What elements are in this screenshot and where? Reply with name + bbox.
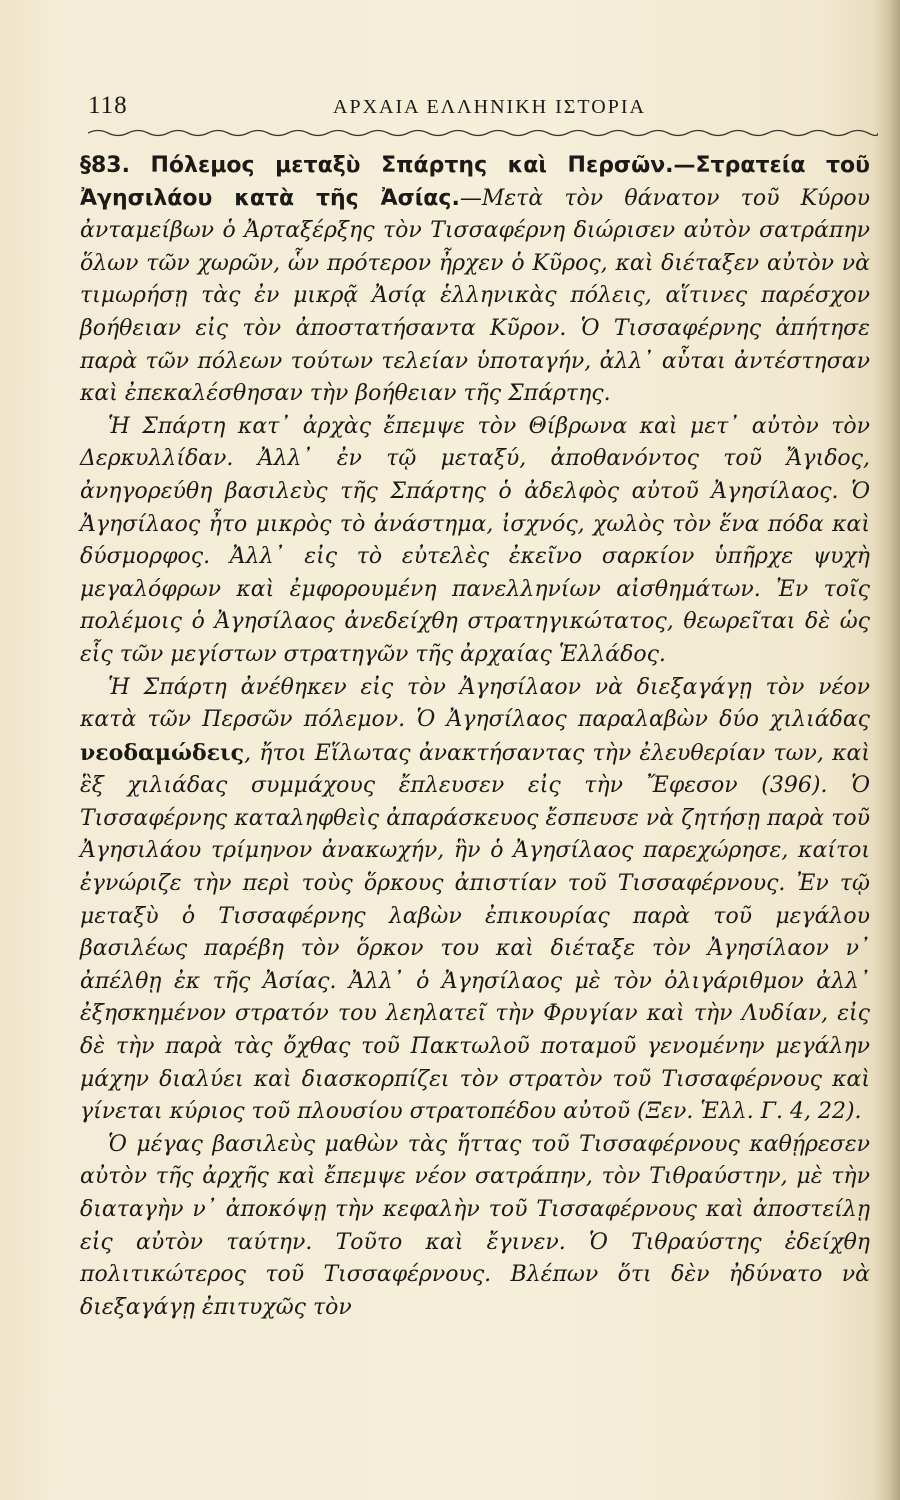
paragraph-3-text-b: , ἤτοι Εἵλωτας ἀνακτήσαντας τὴν ἐλευθερίαν των, καὶ ἓξ χιλιάδας συμμάχους ἔπλευσεν εἰς τὴν Ἔφεσον (396). Ὁ Τισσαφέρνης καταληφθεὶς ἀπαράσκευος ἔσπευσε νὰ ζητήσῃ παρὰ τοῦ Ἀγησιλάου τρίμηνον ἀνακωχήν, ἣν ὁ Ἀγησίλαος παρεχώρησε, καίτοι ἐγνώριζε τὴν περὶ τοὺς ὅρκους ἀπιστίαν τοῦ Τισσαφέρνους. Ἐν τῷ μεταξὺ ὁ Τισσαφέρνης λαβὼν ἐπικουρίας παρὰ τοῦ μεγάλου βασιλέως παρέβη τὸν ὅρκον του καὶ διέταξε τὸν Ἀγησίλαον ν᾽ ἀπέλθῃ ἐκ τῆς Ἀσίας. Ἀλλ᾽ ὁ Ἀγησίλαος μὲ τὸν ὀλιγάριθμον ἀλλ᾽ ἐξησκημένον στρατόν του λεηλατεῖ τὴν Φρυγίαν καὶ τὴν Λυδίαν, εἰς δὲ τὴν παρὰ τὰς ὄχθας τοῦ Πακτωλοῦ ποταμοῦ γενομένην μεγάλην μάχην διαλύει καὶ διασκορπίζει τὸν στρατὸν τοῦ Τισσαφέρνους καὶ γίνεται κύριος τοῦ πλουσίου στρατοπέδου αὐτοῦ (Ξεν. Ἑλλ. Γ. 4, 22). — [80, 740, 870, 1125]
page-header — [88, 92, 878, 126]
section-heading: §83. Πόλεμος μεταξὺ Σπάρτης καὶ Περσῶν.—Στρατεία τοῦ Ἀγησιλάου κατὰ τῆς Ἀσίας. — [80, 153, 870, 211]
bold-term: νεοδαμώδεις — [80, 739, 245, 766]
paragraph-1-text: —Μετὰ τὸν θάνατον τοῦ Κύρου ἀνταμείβων ὁ Ἀρταξέρξης τὸν Τισσαφέρνη διώρισεν αὐτὸν σατράπην ὅλων τῶν χωρῶν, ὧν πρότερον ἦρχεν ὁ Κῦρος, καὶ διέταξεν αὐτὸν νὰ τιμωρήσῃ τὰς ἐν μικρᾷ Ἀσίᾳ ἑλληνικὰς πόλεις, αἵτινες παρέσχον βοήθειαν εἰς τὸν ἀποστατήσαντα Κῦρον. Ὁ Τισσαφέρνης ἀπήτησε παρὰ τῶν πόλεων τούτων τελείαν ὑποταγήν, ἀλλ᾽ αὗται ἀντέστησαν καὶ ἐπεκαλέσθησαν τὴν βοήθειαν τῆς Σπάρτης. — [80, 185, 870, 407]
paragraph-3-text-a: Ἡ Σπάρτη ἀνέθηκεν εἰς τὸν Ἀγησίλαον νὰ διεξαγάγῃ τὸν νέον κατὰ τῶν Περσῶν πόλεμον. Ὁ Ἀγησίλαος παραλαβὼν δύο χιλιάδας — [80, 674, 870, 733]
paragraph-4: Ὁ μέγας βασιλεὺς μαθὼν τὰς ἥττας τοῦ Τισσαφέρνους καθῄρεσεν αὐτὸν τῆς ἀρχῆς καὶ ἔπεμψε νέον σατράπην, τὸν Τιθραύστην, μὲ τὴν διαταγὴν ν᾽ ἀποκόψῃ τὴν κεφαλὴν τοῦ Τισσαφέρνους καὶ ἀποστείλῃ εἰς αὐτὸν ταύτην. Τοῦτο καὶ ἔγινεν. Ὁ Τιθραύστης ἐδείχθη πολιτικώτερος τοῦ Τισσαφέρνους. Βλέπων ὅτι δὲν ἠδύνατο νὰ διεξαγάγῃ ἐπιτυχῶς τὸν — [80, 1131, 870, 1320]
paragraph-3 — [80, 672, 870, 1129]
page-edge-shadow — [874, 0, 900, 1500]
running-title: ΑΡΧΑΙΑ ΕΛΛΗΝΙΚΗ ΙΣΤΟΡΙΑ — [333, 96, 646, 118]
main-text — [80, 150, 870, 1324]
page-number: 118 — [88, 92, 128, 119]
wavy-rule-ornament — [88, 128, 878, 138]
paragraph-1 — [80, 150, 870, 411]
paragraph-2: Ἡ Σπάρτη κατ᾽ ἀρχὰς ἔπεμψε τὸν Θίβρωνα καὶ μετ᾽ αὐτὸν τὸν Δερκυλλίδαν. Ἀλλ᾽ ἐν τῷ μεταξύ, ἀποθανόντος τοῦ Ἄγιδος, ἀνηγορεύθη βασιλεὺς τῆς Σπάρτης ὁ ἀδελφὸς αὐτοῦ Ἀγησίλαος. Ὁ Ἀγησίλαος ἦτο μικρὸς τὸ ἀνάστημα, ἰσχνός, χωλὸς τὸν ἕνα πόδα καὶ δύσμορφος. Ἀλλ᾽ εἰς τὸ εὐτελὲς ἐκεῖνο σαρκίον ὑπῆρχε ψυχὴ μεγαλόφρων καὶ ἐμφορουμένη πανελληνίων αἰσθημάτων. Ἐν τοῖς πολέμοις ὁ Ἀγησίλαος ἀνεδείχθη στρατηγικώτατος, θεωρεῖται δὲ ὡς εἷς τῶν μεγίστων στρατηγῶν τῆς ἀρχαίας Ἑλλάδος. — [80, 413, 870, 667]
